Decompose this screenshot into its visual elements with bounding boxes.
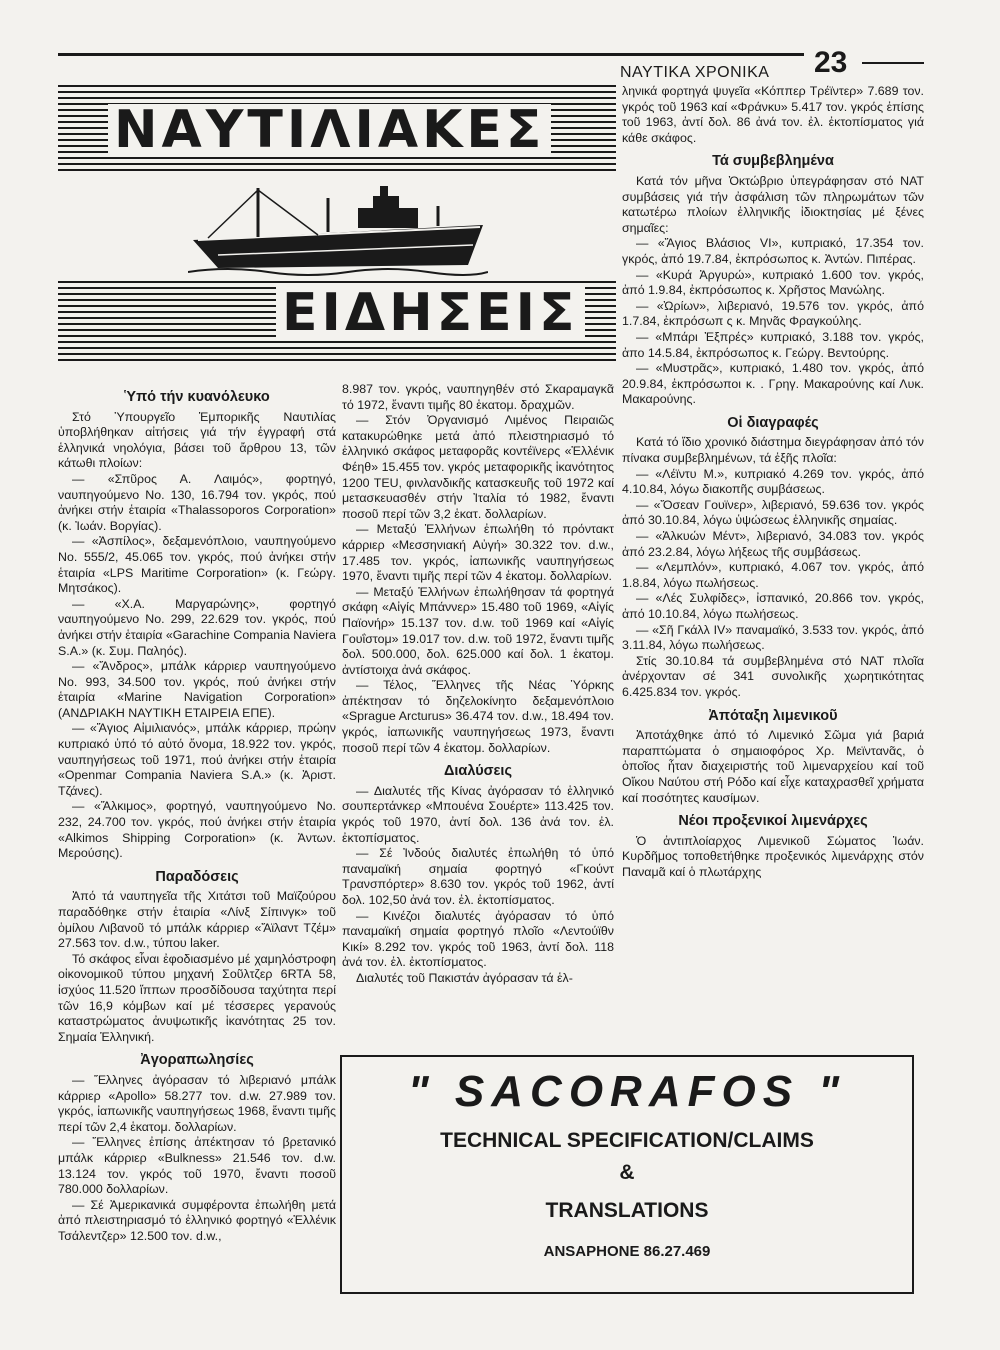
article-paragraph: — Μεταξύ Ἑλλήνων ἐπωλήθη τό πρόντακτ κάρριερ «Μεσσηνιακή Αὐγή» 30.322 τον. d.w., 17.485 τον. γκρός, ἰαπωνικῆς ναυπηγήσεως 1970, ἔναντι τιμῆς περί τῶν 4 ἑκατομ. δολλαρίων. — [342, 522, 614, 584]
ad-company-name: " SACORAFOS " — [407, 1067, 847, 1116]
article-paragraph: 8.987 τον. γκρός, ναυπηγηθέν στό Σκαραμαγκᾶ τό 1972, ἔναντι τιμῆς 80 ἑκατομ. δραχμῶν. — [342, 382, 614, 412]
logo-word-bottom: ΕΙΔΗΣΕΙΣ — [276, 287, 585, 339]
logo-word-top: ΝΑΥΤΙΛΙΑΚΕΣ — [108, 104, 551, 156]
article-paragraph: — Σέ Ἰνδούς διαλυτές ἐπωλήθη τό ὑπό παναμαϊκή σημαία φορτηγό «Γκούντ Τρανσπόρτερ» 8.630 τον. γκρός τοῦ 1962, ἀντί δολ. 102,50 ἀνά τον. ἐλ. ἐκτοπίσματος. — [342, 846, 614, 907]
article-paragraph: — «Ἅγιος Αἰμιλιανός», μπάλκ κάρριερ, πρώην κυπριακό ὑπό τό αὐτό ὄνομα, 18.922 τον. γκρός, ναυπηγήσεως τοῦ 1971, πού ἀνήκει στήν ἑταιρία «Openmar Compania Naviera S.A.» (κ. Ἀριστ. Τζάνες). — [58, 721, 336, 798]
article-column-3 — [622, 84, 924, 881]
article-paragraph: — «Κυρά Ἀργυρώ», κυπριακό 1.600 τον. γκρός, ἀπό 1.9.84, ἐκπρόσωπος κ. Χρῆστος Μανώλης. — [622, 267, 924, 298]
header-rule — [58, 53, 804, 56]
article-paragraph: — «Λεμπλόν», κυπριακό, 4.067 τον. γκρός, ἀπό 1.8.84, λόγω πωλήσεως. — [622, 560, 924, 590]
article-paragraph: Κατά τόν μῆνα Ὀκτώβριο ὑπεγράφησαν στό ΝΑΤ συμβάσεις γιά τήν ἀσφάλιση τῶν πληρωμάτων τῶν κατωτέρω πλοίων ἑλληνικῆς ἰδιοκτησίας μέ ξένες σημαῖες: — [622, 173, 924, 235]
magazine-name: ΝΑΥΤΙΚΑ ΧΡΟΝΙΚΑ — [620, 64, 770, 81]
article-paragraph: Ὁ ἀντιπλοίαρχος Λιμενικοῦ Σώματος Ἰωάν. Κυρδῆμος τοποθετήθηκε προξενικός λιμενάρχης στόν Παναμᾶ καί ὁ πλωτάρχης — [622, 833, 924, 879]
section-heading: Ἀγοραπωλησίες — [140, 1052, 254, 1069]
article-paragraph: — Στόν Ὀργανισμό Λιμένος Πειραιῶς κατακυρώθηκε μετά ἀπό πλειστηριασμό τό ἑλληνικό σκάφος μεταφορᾶς κοντέϊνερς «Ἑλλένικ Φέηθ» 15.455 τον. γκρός μεταφορικῆς ἱκανότητος 1200 TEU, φινλανδικῆς κατασκευῆς τοῦ 1972 καί μετασκευασθέν στήν Ἰταλία τό 1982, ἔναντι ποσοῦ περί τῶν 3,2 ἑκατ. δολλαρίων. — [342, 413, 614, 521]
ad-service-line-2: TRANSLATIONS — [545, 1199, 709, 1222]
article-paragraph: — Ἕλληνες ἐπίσης ἀπέκτησαν τό βρετανικό μπάλκ κάρριερ «Bulkness» 21.546 τον. d.w. 13.124 τον. γκρός τοῦ 1970, ἔναντι ποσοῦ 780.000 δολλαρίων. — [58, 1135, 336, 1197]
article-paragraph: — «Σῆ Γκάλλ IV» παναμαϊκό, 3.533 τον. γκρός, ἀπό 3.11.84, λόγω πωλήσεως. — [622, 622, 924, 653]
section-heading: Παραδόσεις — [155, 868, 239, 885]
section-heading: Διαλύσεις — [443, 763, 513, 780]
article-paragraph: Τό σκάφος εἶναι ἐφοδιασμένο μέ χαμηλόστροφη οἰκονομικοῦ τύπου μηχανή Σοῦλτζερ 6RTA 58, ἰσχύος 11.520 ἵππων προσδίδουσα ταχύτητα περί τῶν 16,9 κόμβων καί μέ τέσσερες γερανούς καταστρώματος ἀνυψωτικῆς ἱκανότητας 25 τον. Σημαία Ἑλληνική. — [58, 951, 336, 1044]
article-paragraph: — «Ἀσπίλος», δεξαμενόπλοιο, ναυπηγούμενο No. 555/2, 45.065 τον. γκρός, πού ἀνήκει στήν ἑταιρία «LPS Maritime Corporation» (κ. Γεώργ. Μητσάκος). — [58, 534, 336, 596]
article-paragraph: ληνικά φορτηγά ψυγεῖα «Κόππερ Τρέϊντερ» 7.689 τον. γκρός τοῦ 1963 καί «Φράνκυ» 5.417 τον. γκρός ἐπίσης τοῦ 1963, ἀντί δολ. 86 ἀνά τον. ἐλ. ἐκτοπίσματος γιά κάθε σκάφος. — [622, 84, 924, 145]
article-paragraph: Διαλυτές τοῦ Πακιστάν ἀγόρασαν τά ἑλ- — [356, 970, 573, 985]
advertisement-box — [340, 1055, 914, 1294]
header-rule-right — [862, 62, 924, 64]
ad-service-line-1: TECHNICAL SPECIFICATION/CLAIMS — [440, 1129, 814, 1152]
article-paragraph: — «Ἀλκυών Μέντ», λιβεριανό, 34.083 τον. γκρός ἀπό 23.2.84, λόγω λήξεως τῆς συμβάσεως. — [622, 529, 924, 559]
article-paragraph: — «Λές Συλφίδες», ἰσπανικό, 20.866 τον. γκρός, ἀπό 10.10.84, λόγω πωλήσεως. — [622, 591, 924, 621]
article-paragraph: — Τέλος, Ἕλληνες τῆς Νέας Ὑόρκης ἀπέκτησαν τό δηζελοκίνητο δεξαμενόπλοιο «Sprague Arcturus» 36.474 τον. d.w., 18.494 τον. γκρός, ἰαπωνικῆς ναυπηγήσεως 1973, ἔναντι ποσοῦ περί τῶν 4 ἑκατομ. δολλαρίων. — [342, 678, 614, 755]
ad-ampersand: & — [619, 1161, 635, 1184]
article-paragraph: — «Ὄσεαν Γουϊνερ», λιβεριανό, 59.636 τον. γκρός ἀπό 30.10.84, λόγω ὑψώσεως ἑλληνικῆς σημαίας. — [622, 497, 924, 528]
section-heading: Ὑπό τήν κυανόλευκο — [124, 389, 270, 405]
section-heading: Νέοι προξενικοί λιμενάρχες — [678, 813, 868, 830]
article-paragraph: — Κινέζοι διαλυτές ἀγόρασαν τό ὑπό παναμαϊκή σημαία φορτηγό πλοῖο «Λεντούϊθν Κικί» 8.292 τον. γκρός τοῦ 1963, ἀντί δολ. 118 ἀνά τον. ἐλ. ἐκτοπίσματος. — [342, 908, 614, 970]
article-paragraph: — «Λέϊντυ Μ.», κυπριακό 4.269 τον. γκρός, ἀπό 4.10.84, λόγω διακοπῆς συμβάσεως. — [622, 466, 924, 497]
article-paragraph: — Διαλυτές τῆς Κίνας ἀγόρασαν τό ἑλληνικό σουπερτάνκερ «Μπουένα Σουέρτε» 113.425 τον. γκρός τοῦ 1970, ἀντί δολ. 136 ἀνά τον. ἐλ. ἐκτοπίσματος. — [342, 783, 614, 845]
article-paragraph: — Σέ Ἀμερικανικά συμφέροντα ἐπωλήθη μετά ἀπό πλειστηριασμό τό ἑλληνικό φορτηγό «Ἑλλένικ Τσάλεντζερ» 12.500 τον. d.w., — [58, 1197, 336, 1243]
article-paragraph: — «Σπῦρος Α. Λαιμός», φορτηγό, ναυπηγούμενο No. 130, 16.794 τον. γκρός, πού ἀνήκει στήν ἑταιρία «Thalassoporos Corporation» (κ. Ἰωάν. Βοργίας). — [58, 471, 336, 533]
article-paragraph: — «Χ.Α. Μαργαρώνης», φορτηγό ναυπηγούμενο No. 299, 22.629 τον. γκρός, πού ἀνήκει στήν ἑταιρία «Garachine Compania Naviera S.A.» (κ. Συμ. Παληός). — [58, 596, 336, 658]
article-paragraph: Κατά τό ἴδιο χρονικό διάστημα διεγράφησαν ἀπό τόν πίνακα συμβεβλημένων, τά ἑξῆς πλοῖα: — [622, 435, 924, 466]
article-paragraph: — «Ἄλκιμος», φορτηγό, ναυπηγούμενο No. 232, 24.700 τον. γκρός, πού ἀνήκει στήν ἑταιρία «Alkimos Shipping Corporation» (κ. Ἀντων. Μερούσης). — [58, 799, 336, 861]
article-paragraph: — «Ἄνδρος», μπάλκ κάρριερ ναυπηγούμενο No. 993, 34.500 τον. γκρός, πού ἀνήκει στήν ἑταιρία «Marine Navigation Corporation» (ΑΝΔΡΙΑΚΗ ΝΑΥΤΙΚΗ ΕΤΑΙΡΕΙΑ ΕΠΕ). — [58, 659, 336, 720]
article-paragraph: Ἀπό τά ναυπηγεῖα τῆς Χιτάτσι τοῦ Μαϊζούρου παραδόθηκε στήν ἑταιρία «Λίνξ Σίπινγκ» τοῦ ὁμίλου Λιβανοῦ τό μπάλκ κάρριερ «Ἄϊλαντ Τζέμ» 27.563 τον. d.w., τύπου laker. — [58, 889, 336, 951]
article-paragraph: — «Μυστρᾶς», κυπριακό, 1.480 τον. γκρός, ἀπό 20.9.84, ἐκπρόσωποι κ. . Γρηγ. Μακαρούνης καί Λυκ. Μακαρούνης. — [622, 361, 924, 407]
ad-phone: ANSAPHONE 86.27.469 — [543, 1243, 711, 1260]
section-logo — [58, 82, 616, 372]
article-paragraph: Στίς 30.10.84 τά συμβεβλημένα στό ΝΑΤ πλοῖα ἀνέρχονταν σέ 341 συνολικῆς χωρητικότητας 6.425.834 τον. γκρός. — [622, 653, 924, 699]
article-column-2 — [342, 382, 614, 987]
section-heading: Τά συμβεβλημένα — [712, 153, 834, 170]
article-paragraph: — «Μπάρι Ἐξπρές» κυπριακό, 3.188 τον. γκρός, ἀπο 14.5.84, ἐκπρόσωπος κ. Γεώργ. Βεντούρης. — [622, 329, 924, 360]
article-paragraph: — «Ἅγιος Βλάσιος VI», κυπριακό, 17.354 τον. γκρός, ἀπό 19.7.84, ἐκπρόσωπος κ. Ἀντών. Πιπέρας. — [622, 236, 924, 266]
section-heading: Οἱ διαγραφές — [727, 414, 819, 431]
article-column-1 — [58, 382, 336, 1244]
section-heading: Ἀπόταξη λιμενικοῦ — [708, 707, 838, 724]
article-paragraph: Στό Ὑπουργεῖο Ἐμπορικῆς Ναυτιλίας ὑποβλήθηκαν αἰτήσεις γιά τήν ἐγγραφή στά ἑλληνικά νηολόγια, βάσει τοῦ ἄρθρου 13, τῶν κάτωθι πλοίων: — [58, 409, 336, 471]
article-paragraph: — «Ὠρίων», λιβεριανό, 19.576 τον. γκρός, ἀπό 1.7.84, ἐκπρόσωπ ς κ. Μηνᾶς Φραγκούλης. — [622, 298, 924, 329]
article-paragraph: Ἀποτάχθηκε ἀπό τό Λιμενικό Σῶμα γιά βαριά παραπτώματα ὁ σημαιοφόρος Χρ. Μεϊντανᾶς, ὁ ὁποῖος ἦταν διαχειριστής τοῦ λιμεναρχείου καί τοῦ Οἴκου Ναύτου στή Ρόδο καί εἶχε καταχρασθεῖ χρήματα καί ποσότητες καυσίμων. — [622, 728, 924, 805]
article-paragraph: — Ἕλληνες ἀγόρασαν τό λιβεριανό μπάλκ κάρριερ «Apollo» 58.277 τον. d.w. 27.989 τον. γκρός, ἰαπωνικῆς ναυπηγήσεως 1968, ἔναντι τιμῆς περί τῶν 2,4 ἑκατομ. δολλαρίων. — [58, 1072, 336, 1134]
article-paragraph: — Μεταξύ Ἑλλήνων ἐπωλήθησαν τά φορτηγά σκάφη «Αἰγίς Μπάννερ» 15.480 τοῦ 1969, «Αἰγίς Παϊονήρ» 15.137 τον. d.w. τοῦ 1969 καί «Αἰγίς Γουΐστομ» 19.017 τον. d.w. τοῦ 1972, ἔναντι τιμῆς δολ. 500.000, δολ. 625.000 καί δολ. 1 ἑκατομ. ἀντίστοιχα ἀνά σκάφος. — [342, 584, 614, 677]
ship-icon — [188, 180, 488, 280]
page-number: 23 — [814, 46, 848, 79]
